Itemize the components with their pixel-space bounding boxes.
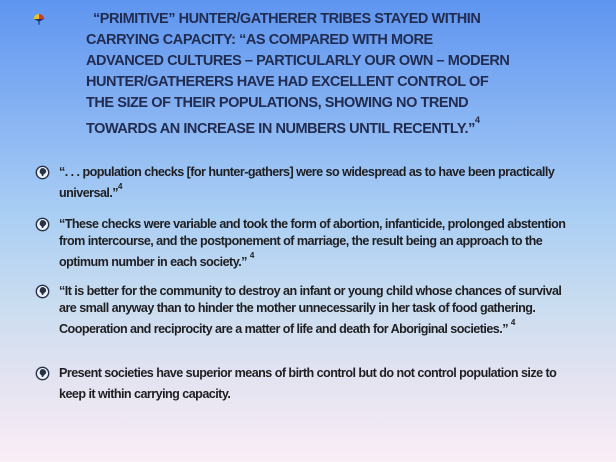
- bullet-quote: “It is better for the community to destroy an infant or young child whose chances of survival are small anyway than to hinder the mother unnecessarily in her task of food gathering. Cooperation and reciprocity are a matter of life and death for Aboriginal societies.”: [59, 284, 565, 337]
- bullet-item: [35, 283, 575, 339]
- title-line: “PRIMITIVE” HUNTER/GATHERER TRIBES STAYED WITHIN: [93, 11, 481, 27]
- bullet-quote: “These checks were variable and took the form of abortion, infanticide, prolonged abstention from intercourse, and the postponement of marriage, the result being an approach to the optimum number in each society.”: [59, 217, 569, 270]
- footnote-reference: 4: [118, 181, 123, 191]
- footnote-reference: 4: [249, 250, 255, 260]
- slide-title: [86, 9, 509, 140]
- title-line: ADVANCED CULTURES – PARTICULARLY OUR OWN – MODERN: [86, 53, 510, 69]
- bullet-item: [35, 216, 575, 272]
- bullet-text: [59, 164, 575, 203]
- bullet-statement: Present societies have superior means of birth control but do not control population size to keep it within carrying capacity.: [59, 366, 560, 402]
- footnote-reference: 4: [510, 317, 516, 327]
- bullet-item: [35, 164, 575, 203]
- title-line: CARRYING CAPACITY: “AS COMPARED WITH MORE: [86, 32, 433, 48]
- bullet-text: [59, 216, 575, 272]
- multicolor-spinner-bullet-icon: [33, 13, 45, 26]
- title-line: THE SIZE OF THEIR POPULATIONS, SHOWING NO TREND: [86, 95, 469, 111]
- bullet-text: [59, 283, 575, 339]
- title-line: [86, 114, 509, 140]
- footnote-reference: 4: [474, 114, 481, 125]
- bullet-quote: “. . . population checks [for hunter-gathers] were so widespread as to have been practically universal.”: [59, 165, 558, 201]
- globe-icon: [35, 365, 59, 381]
- globe-icon: [35, 283, 59, 299]
- globe-icon: [35, 216, 59, 232]
- title-line-text: TOWARDS AN INCREASE IN NUMBERS UNTIL RECENTLY.”: [86, 120, 475, 137]
- title-line: HUNTER/GATHERERS HAVE HAD EXCELLENT CONTROL OF: [86, 74, 489, 90]
- bullet-item: [35, 365, 575, 404]
- bullet-text: [59, 365, 575, 404]
- globe-icon: [35, 164, 59, 180]
